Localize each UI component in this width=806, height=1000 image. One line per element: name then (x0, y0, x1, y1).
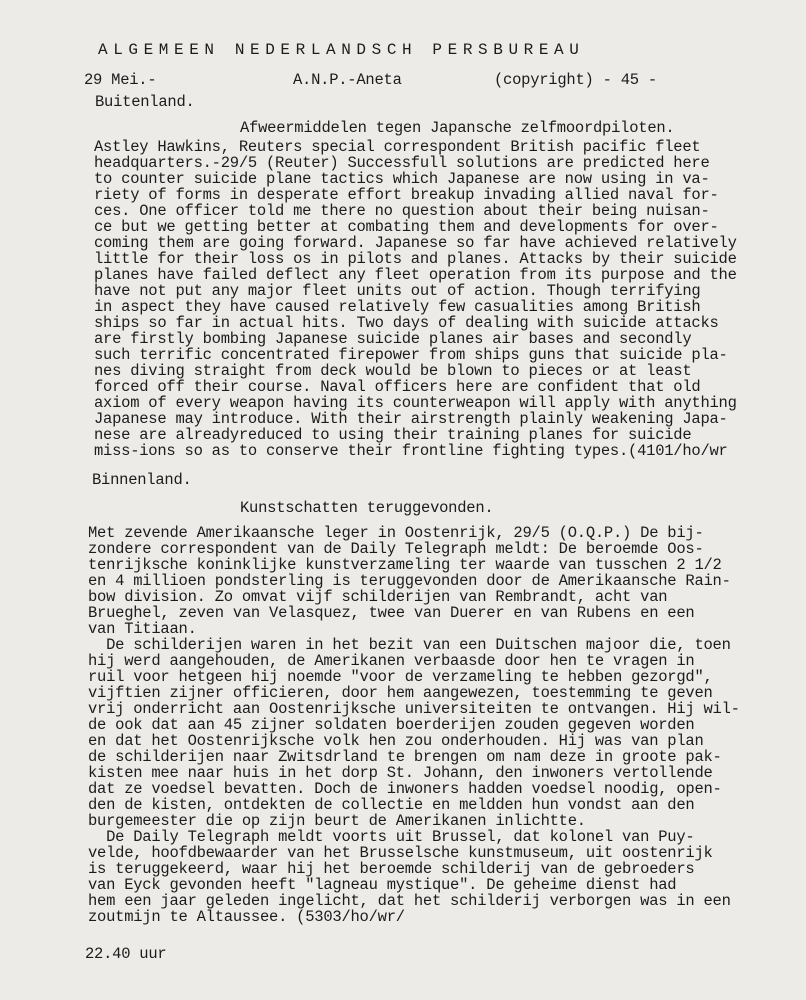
body-line: in aspect they have caused relatively few casualities among British (94, 298, 701, 316)
article-title-1: Afweermiddelen tegen Japansche zelfmoordpiloten. (240, 119, 675, 137)
body-line: Japanese may introduce. With their airstrength plainly weakening Japa- (94, 410, 728, 428)
body-line: den de kisten, ontdekten de collectie en meldden hun vondst aan den (88, 796, 695, 814)
copyright-page-number: (copyright) - 45 - (494, 71, 657, 89)
body-line: is teruggekeerd, waar hij het beroemde schilderij van de gebroeders (88, 860, 695, 878)
body-line: to counter suicide plane tactics which Japanese are now using in va- (94, 170, 710, 188)
body-line: ruil voor hetgeen hij noemde "voor de verzameling te hebben gezorgd", (88, 668, 713, 686)
body-line: nes diving straight from deck would be blown to pieces or at least (94, 362, 692, 380)
body-line: are firstly bombing Japanese suicide planes air bases and secondly (94, 330, 692, 348)
body-line: burgemeester die op zijn beurt de Amerikanen inlichtte. (88, 812, 586, 830)
body-line: Brueghel, zeven van Velasquez, twee van Duerer en van Rubens en een (88, 604, 695, 622)
body-line: zoutmijn te Altaussee. (5303/ho/wr/ (88, 908, 405, 926)
body-line: vrij onderricht aan Oostenrijksche universiteiten te ontvangen. Hij wil- (88, 700, 740, 718)
date: 29 Mei.- (84, 71, 157, 89)
body-line: riety of forms in desperate effort breakup invading allied naval for- (94, 186, 719, 204)
body-line: kisten mee naar huis in het dorp St. Johann, den inwoners vertollende (88, 764, 713, 782)
body-line: headquarters.-29/5 (Reuter) Successfull solutions are predicted here (94, 154, 710, 172)
body-line: tenrijksche koninklijke kunstverzameling ter waarde van tusschen 2 1/2 (88, 556, 722, 574)
body-line: dat ze voedsel bevatten. Doch de inwoners hadden voedsel noodig, open- (88, 780, 722, 798)
body-line: hij werd aangehouden, de Amerikanen verbaasde door hen te vragen in (88, 652, 695, 670)
body-line: miss-ions so as to conserve their frontline fighting types.(4101/ho/wr (94, 442, 728, 460)
body-line: hem een jaar geleden ingelicht, dat het schilderij verborgen was in een (88, 892, 731, 910)
body-line: De Daily Telegraph meldt voorts uit Brussel, dat kolonel van Puy- (88, 828, 695, 846)
body-line: en dat het Oostenrijksche volk hen zou onderhouden. Hij was van plan (88, 732, 704, 750)
body-line: nese are alreadyreduced to using their training planes for suicide (94, 426, 692, 444)
body-line: de ook dat aan 45 zijner soldaten boerderijen zouden gegeven worden (88, 716, 695, 734)
body-line: ces. One officer told me there no question about their being nuisan- (94, 202, 710, 220)
agency-header: ALGEMEEN NEDERLANDSCH PERSBUREAU (98, 41, 585, 59)
body-line: forced off their course. Naval officers here are confident that old (94, 378, 701, 396)
body-line: coming them are going forward. Japanese so far have achieved relatively (94, 234, 737, 252)
body-line: such terrific concentrated firepower from ships guns that suicide pla- (94, 346, 728, 364)
body-line: van Titiaan. (88, 620, 197, 638)
body-line: ships so far in actual hits. Two days of dealing with suicide attacks (94, 314, 719, 332)
body-line: de schilderijen naar Zwitsdrland te brengen om nam deze in groote pak- (88, 748, 722, 766)
footer-time: 22.40 uur (85, 945, 167, 963)
body-line: axiom of every weapon having its counterweapon will apply with anything (94, 394, 737, 412)
body-line: vijftien zijner officieren, door hem aangewezen, toestemming te geven (88, 684, 713, 702)
body-line: ce but we getting better at combating them and developments for over- (94, 218, 719, 236)
body-line: zondere correspondent van de Daily Telegraph meldt: De beroemde Oos- (88, 540, 704, 558)
body-line: little for their loss os in pilots and planes. Attacks by their suicide (94, 250, 737, 268)
body-line: have not put any major fleet units out of action. Though terrifying (94, 282, 701, 300)
source: A.N.P.-Aneta (293, 71, 402, 89)
body-line: planes have failed deflect any fleet operation from its purpose and the (94, 266, 737, 284)
section-label-buitenland: Buitenland. (95, 93, 195, 111)
section-label-binnenland: Binnenland. (92, 471, 192, 489)
body-line: Astley Hawkins, Reuters special correspondent British pacific fleet (94, 138, 701, 156)
body-line: van Eyck gevonden heeft "lagneau mystique". De geheime dienst had (88, 876, 677, 894)
body-line: en 4 millioen pondsterling is teruggevonden door de Amerikaansche Rain- (88, 572, 731, 590)
body-line: De schilderijen waren in het bezit van een Duitschen majoor die, toen (88, 636, 731, 654)
body-line: velde, hoofdbewaarder van het Brusselsche kunstmuseum, uit oostenrijk (88, 844, 713, 862)
body-line: bow division. Zo omvat vijf schilderijen van Rembrandt, acht van (88, 588, 668, 606)
article-title-2: Kunstschatten teruggevonden. (240, 499, 494, 517)
body-line: Met zevende Amerikaansche leger in Oostenrijk, 29/5 (O.Q.P.) De bij- (88, 524, 704, 542)
